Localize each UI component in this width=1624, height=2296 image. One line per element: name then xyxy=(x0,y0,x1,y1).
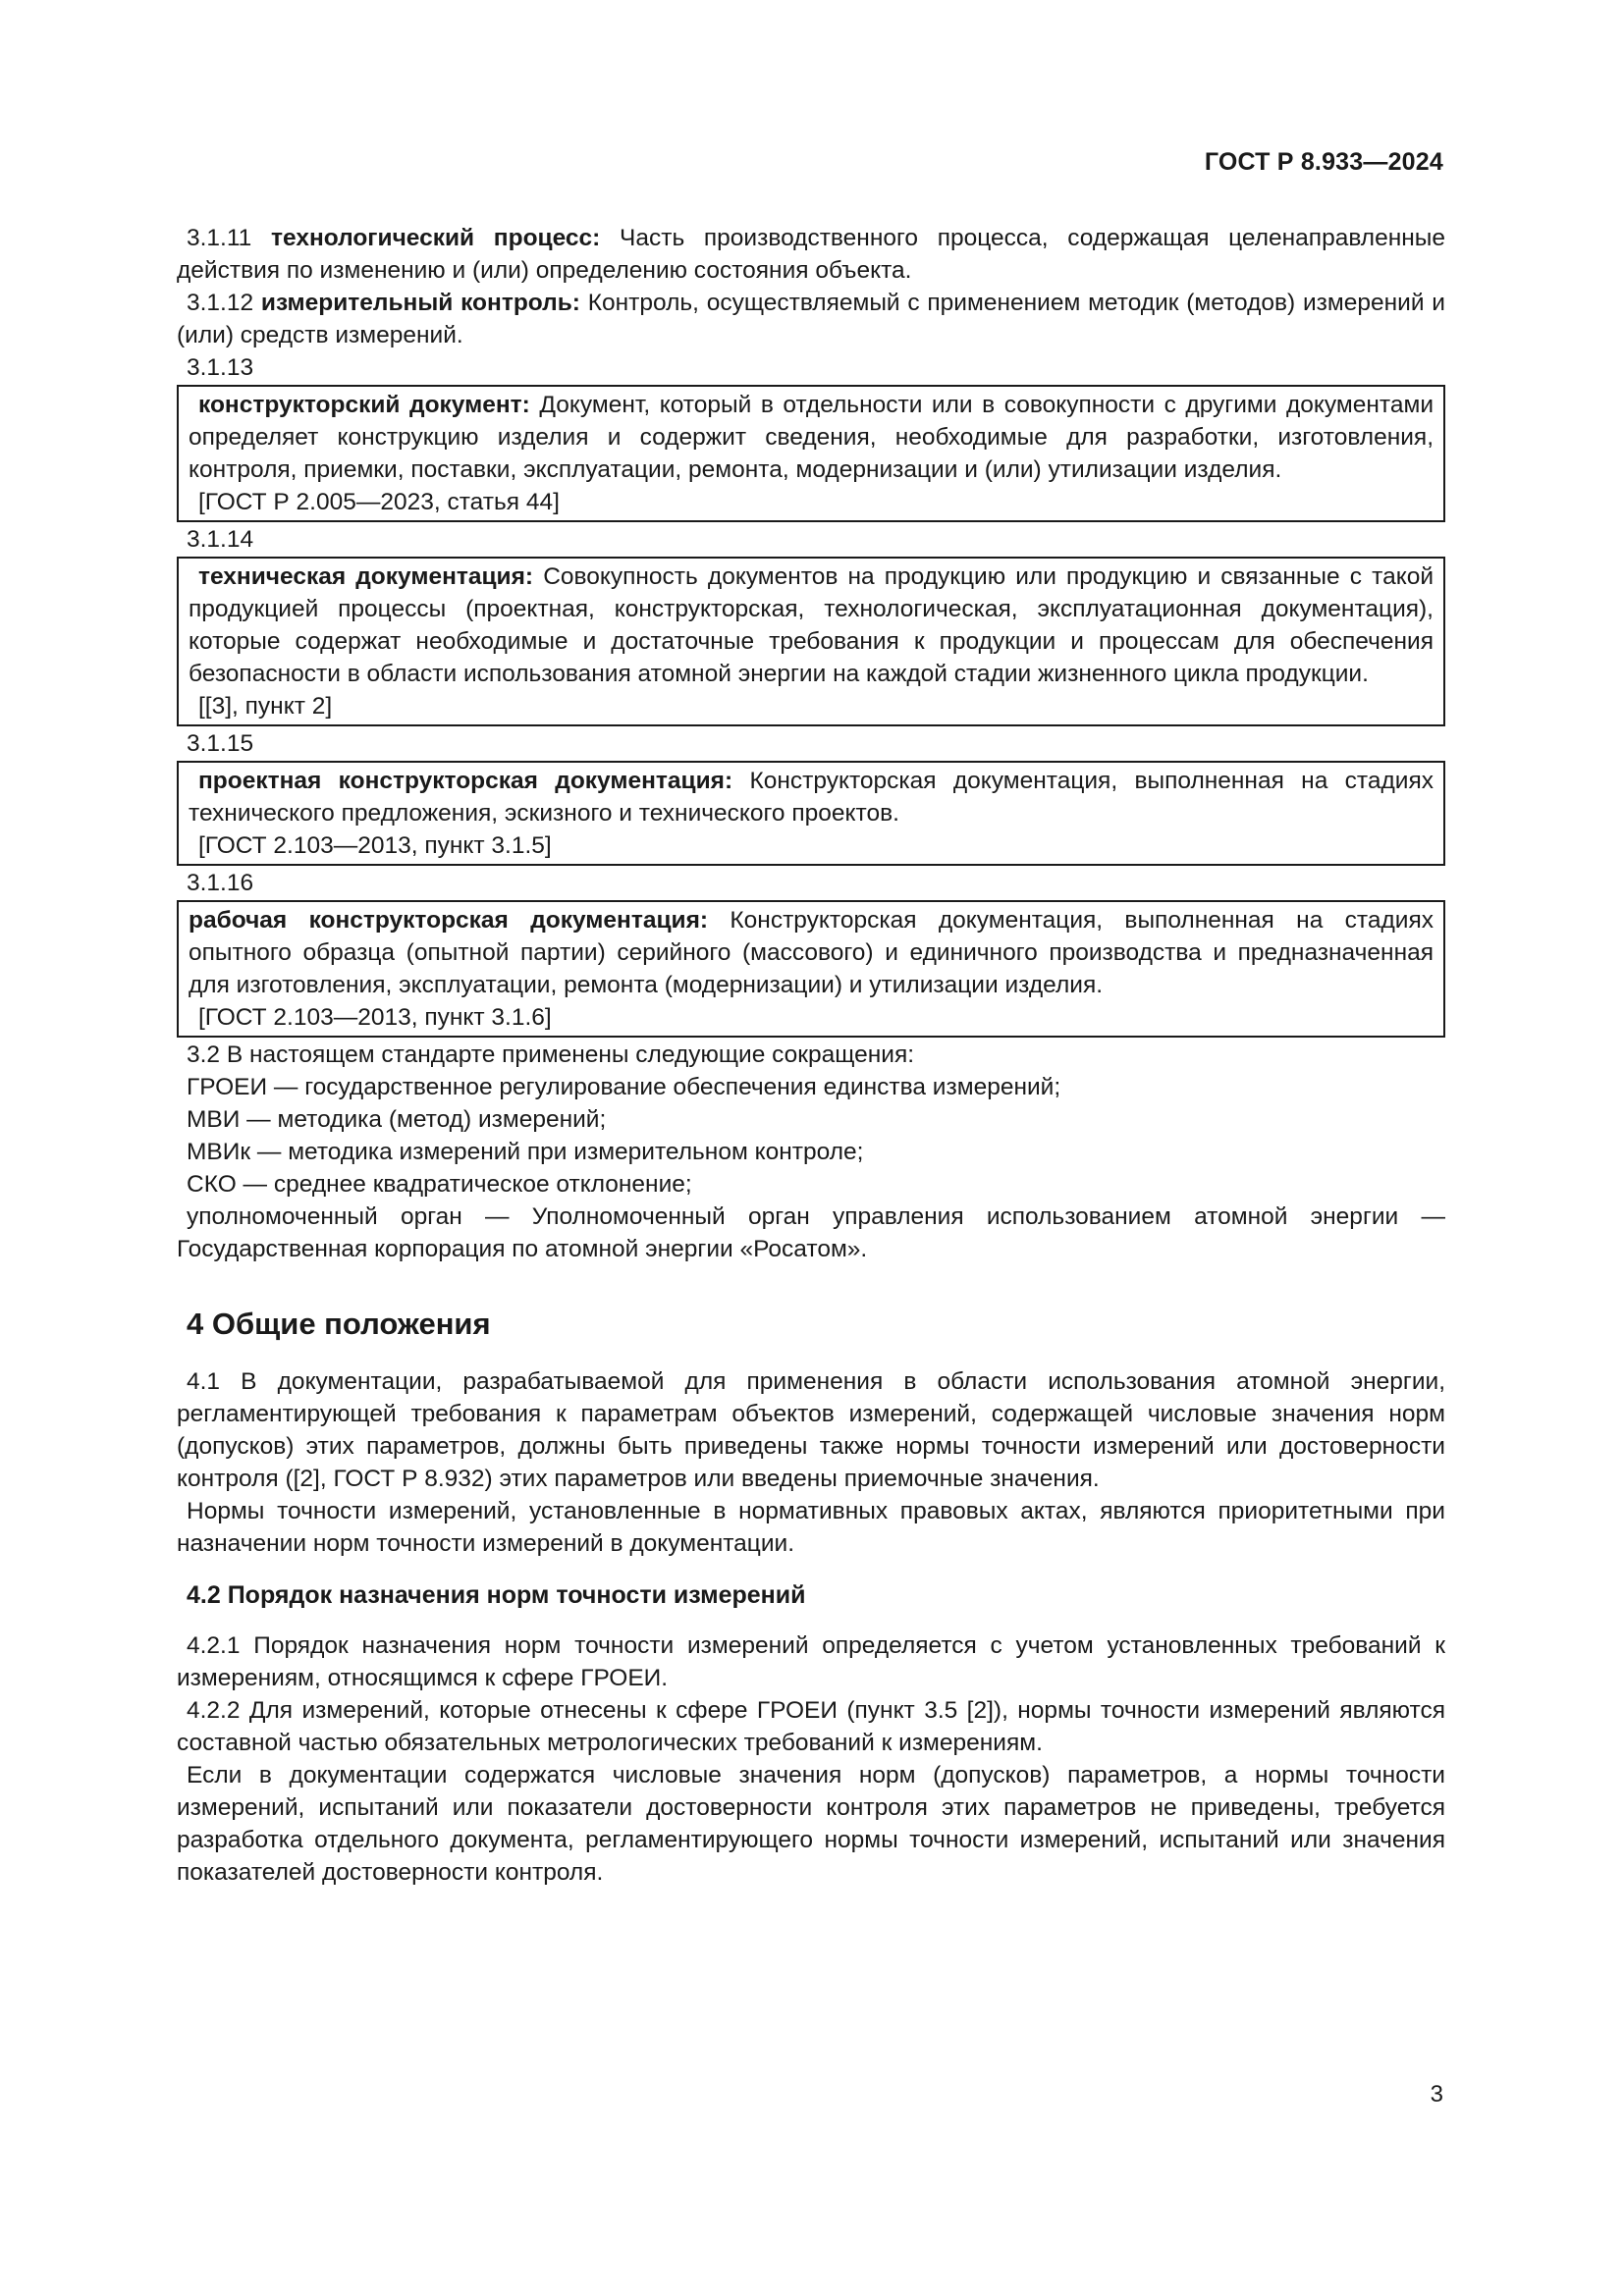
abbreviation-item: МВИ — методика (метод) измерений; xyxy=(187,1106,607,1133)
definition-box-3-1-13 xyxy=(177,385,1445,522)
definition-source: [ГОСТ Р 2.005—2023, статья 44] xyxy=(198,489,560,515)
paragraph-4-2-1: 4.2.1 Порядок назначения норм точности измерений определяется с учетом установленных требований к измерениям, относящимся к сфере ГРОЕИ. xyxy=(177,1632,1445,1691)
abbreviations-intro: 3.2 В настоящем стандарте применены следующие сокращения: xyxy=(187,1041,915,1068)
definition-text: техническая документация: Совокупность документов на продукцию или продукцию и связанные с такой продукцией процессы (проектная, конструкторская, технологическая, эксплуатационная документация), которые содержат необходимые и достаточные требования к продукции и процессам для обеспечения безопасности в области использования атомной энергии на каждой стадии жизненного цикла продукции. xyxy=(189,563,1434,687)
section-heading: 4 Общие положения xyxy=(187,1307,491,1341)
abbreviation-item: СКО — среднее квадратическое отклонение; xyxy=(187,1171,692,1198)
definition-box-3-1-14 xyxy=(177,557,1445,726)
definition-box-3-1-16 xyxy=(177,900,1445,1038)
term-3-1-11: 3.1.11 технологический процесс: Часть производственного процесса, содержащая целенаправленные действия по изменению и (или) определению состояния объекта. xyxy=(177,225,1445,284)
abbreviation-item: уполномоченный орган — Уполномоченный орган управления использованием атомной энергии — Государственная корпорация по атомной энергии «Росатом». xyxy=(177,1203,1445,1262)
definition-box-3-1-15 xyxy=(177,761,1445,866)
paragraph-4-2-2-continued: Если в документации содержатся числовые значения норм (допусков) параметров, а нормы точности измерений, испытаний или показатели достоверности контроля этих параметров не приведены, требуется разработка отдельного документа, регламентирующего нормы точности измерений, испытаний или значения показателей достоверности контроля. xyxy=(177,1762,1445,1886)
term-number-3-1-13: 3.1.13 xyxy=(187,354,254,381)
definition-text: проектная конструкторская документация: Конструкторская документация, выполненная на стадиях технического предложения, эскизного и технического проектов. xyxy=(189,768,1434,827)
paragraph-4-2-2: 4.2.2 Для измерений, которые отнесены к сфере ГРОЕИ (пункт 3.5 [2]), нормы точности измерений являются составной частью обязательных метрологических требований к измерениям. xyxy=(177,1697,1445,1756)
term-number-3-1-14: 3.1.14 xyxy=(187,526,254,553)
abbreviation-item: МВИк — методика измерений при измерительном контроле; xyxy=(187,1139,864,1165)
term-number-3-1-16: 3.1.16 xyxy=(187,870,254,896)
definition-source: [[3], пункт 2] xyxy=(198,693,333,720)
abbreviation-item: ГРОЕИ — государственное регулирование обеспечения единства измерений; xyxy=(187,1074,1061,1100)
page-content xyxy=(177,222,1445,1889)
standard-header: ГОСТ Р 8.933—2024 xyxy=(1204,148,1443,176)
subsection-heading: 4.2 Порядок назначения норм точности измерений xyxy=(187,1581,806,1609)
term-number-3-1-15: 3.1.15 xyxy=(187,730,254,757)
term-3-1-12: 3.1.12 измерительный контроль: Контроль, осуществляемый с применением методик (методов) измерений и (или) средств измерений. xyxy=(177,290,1445,348)
paragraph-4-1: 4.1 В документации, разрабатываемой для применения в области использования атомной энергии, регламентирующей требования к параметрам объектов измерений, содержащей числовые значения норм (допусков) этих параметров, должны быть приведены также нормы точности измерений или достоверности контроля ([2], ГОСТ Р 8.932) этих параметров или введены приемочные значения. xyxy=(177,1368,1445,1492)
definition-text: конструкторский документ: Документ, который в отдельности или в совокупности с другими документами определяет конструкцию изделия и содержит сведения, необходимые для разработки, изготовления, контроля, приемки, поставки, эксплуатации, ремонта, модернизации и (или) утилизации изделия. xyxy=(189,392,1435,483)
definition-source: [ГОСТ 2.103—2013, пункт 3.1.6] xyxy=(198,1004,552,1031)
page-number: 3 xyxy=(1430,2081,1443,2108)
definition-text: рабочая конструкторская документация: Конструкторская документация, выполненная на стадиях опытного образца (опытной партии) серийного (массового) и единичного производства и предназначенная для изготовления, эксплуатации, ремонта (модернизации) и утилизации изделия. xyxy=(189,907,1434,998)
definition-source: [ГОСТ 2.103—2013, пункт 3.1.5] xyxy=(198,832,552,859)
paragraph-4-1-continued: Нормы точности измерений, установленные в нормативных правовых актах, являются приоритетными при назначении норм точности измерений в документации. xyxy=(177,1498,1445,1557)
